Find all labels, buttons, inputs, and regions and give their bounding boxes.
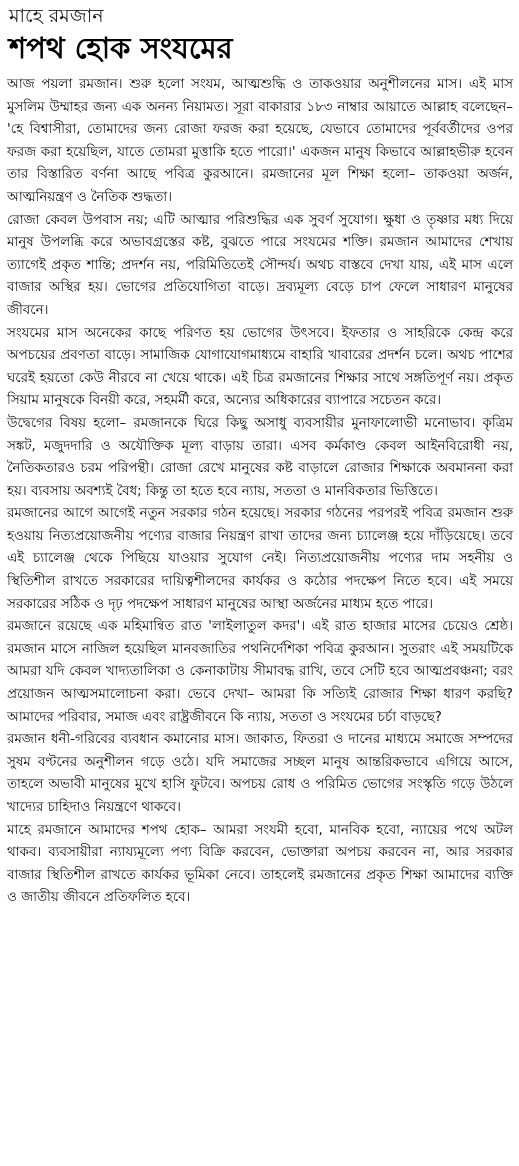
article-paragraph: উদ্বেগের বিষয় হলো– রমজানকে ঘিরে কিছু অসাধু ব্যবসায়ীর মুনাফালোভী মনোভাব। কৃত্রিম সঙ্কট, মজুদদারি ও অযৌক্তিক মূল্য বাড়ায় তারা। এসব কর্মকাণ্ড কেবল আইনবিরোধী নয়, নৈতিকতারও চরম পরিপন্থী। রোজা রেখে মানুষের কষ্ট বাড়ালে রোজার শিক্ষাকে অবমাননা করা হয়। ব্যবসায় অবশ্যই বৈধ; কিন্তু তা হতে হবে ন্যায়, সততা ও মানবিকতার ভিত্তিতে। [7,415,513,499]
article-paragraph: আজ পয়লা রমজান। শুরু হলো সংযম, আত্মশুদ্ধি ও তাকওয়ার অনুশীলনের মাস। এই মাস মুসলিম উম্মাহর জন্য এক অনন্য নিয়ামত। সূরা বাকারার ১৮৩ নাম্বার আয়াতে আল্লাহ বলেছেন– 'হে বিশ্বাসীরা, তোমাদের জন্য রোজা ফরজ করা হয়েছে, যেভাবে তোমাদের পূর্ববর্তীদের ওপর ফরজ করা হয়েছিল, যাতে তোমরা মুত্তাকি হতে পারো।' একজন মানুষ কিভাবে আল্লাহভীরু হবেন তার বিস্তারিত বর্ণনা আছে পবিত্র কুরআনে। রমজানের মূল শিক্ষা হলো– তাকওয়া অর্জন, আত্মনিয়ন্ত্রণ ও নৈতিক শুদ্ধতা। [7,77,513,205]
article-paragraph: রমজানের আগে আগেই নতুন সরকার গঠন হয়েছে। সরকার গঠনের পরপরই পবিত্র রমজান শুরু হওয়ায় নিত্যপ্রয়োজনীয় পণ্যের বাজার নিয়ন্ত্রণ রাখা তাদের জন্য চ্যালেঞ্জ হয়ে দাঁড়িয়েছে। তবে এই চ্যালেঞ্জ থেকে পিছিয়ে যাওয়ার সুযোগ নেই। নিত্যপ্রয়োজনীয় পণ্যের দাম সহনীয় ও স্থিতিশীল রাখতে সরকারের দায়িত্বশীলদের কার্যকর ও কঠোর পদক্ষেপ নিতে হবে। এই সময়ে সরকারের সঠিক ও দৃঢ় পদক্ষেপ সাধারণ মানুষের আস্থা অর্জনের মাধ্যম হতে পারে। [7,506,513,612]
section-kicker: মাহে রমজান [9,5,104,27]
article-paragraph: রমজান ধনী-গরিবের ব্যবধান কমানোর মাস। জাকাত, ফিতরা ও দানের মাধ্যমে সমাজে সম্পদের সুষম বণ্টনের অনুশীলন গড়ে ওঠে। যদি সমাজের সচ্ছল মানুষ আন্তরিকভাবে এগিয়ে আসে, তাহলে অভাবী মানুষের মুখে হাসি ফুটবে। অপচয় রোধ ও পরিমিত ভোগের সংস্কৃতি গড়ে উঠলে খাদ্যের চাহিদাও নিয়ন্ত্রণে থাকবে। [7,732,513,815]
article-headline: শপথ হোক সংযমের [9,31,233,65]
article-body [7,74,513,910]
article-paragraph: সংযমের মাস অনেকের কাছে পরিণত হয় ভোগের উৎসবে। ইফতার ও সাহরিকে কেন্দ্র করে অপচয়ের প্রবণতা বাড়ে। সামাজিক যোগাযোগমাধ্যমে বাহারি খাবারের প্রদর্শন চলে। অথচ পাশের ঘরেই হয়তো কেউ নীরবে না খেয়ে থাকে। এই চিত্র রমজানের শিক্ষার সাথে সঙ্গতিপূর্ণ নয়। প্রকৃত সিয়াম মানুষকে বিনয়ী করে, সহমর্মী করে, অন্যের অধিকারের ব্যাপারে সচেতন করে। [7,325,513,409]
article-paragraph: রমজানে রয়েছে এক মহিমান্বিত রাত 'লাইলাতুল কদর'। এই রাত হাজার মাসের চেয়েও শ্রেষ্ঠ। রমজান মাসে নাজিল হয়েছিল মানবজাতির পথনির্দেশিকা পবিত্র কুরআন। সুতরাং এই সময়টিকে আমরা যদি কেবল খাদ্যতালিকা ও কেনাকাটায় সীমাবদ্ধ রাখি, তবে সেটি হবে আত্মপ্রবঞ্চনা; বরং প্রয়োজন আত্মসমালোচনা করা। ভেবে দেখা– আমরা কি সত্যিই রোজার শিক্ষা ধারণ করছি? আমাদের পরিবার, সমাজ এবং রাষ্ট্রজীবনে কি ন্যায়, সততা ও সংযমের চর্চা বাড়ছে? [7,619,513,725]
article-paragraph: রোজা কেবল উপবাস নয়; এটি আত্মার পরিশুদ্ধির এক সুবর্ণ সুযোগ। ক্ষুধা ও তৃষ্ণার মধ্য দিয়ে মানুষ উপলব্ধি করে অভাবগ্রস্তের কষ্ট, বুঝতে পারে সংযমের শক্তি। রমজান আমাদের শেখায় ত্যাগেই প্রকৃত শান্তি; প্রদর্শন নয়, পরিমিতিতেই সৌন্দর্য। অথচ বাস্তবে দেখা যায়, এই মাস এলে বাজার অস্থির হয়। ভোগের প্রতিযোগিতা বাড়ে। দ্রব্যমূল্য বেড়ে চাপ ফেলে সাধারণ মানুষের জীবনে। [7,212,513,318]
article-paragraph: মাহে রমজানে আমাদের শপথ হোক– আমরা সংযমী হবো, মানবিক হবো, ন্যায়ের পথে অটল থাকব। ব্যবসায়ীরা ন্যায্যমূল্যে পণ্য বিক্রি করবেন, ভোক্তারা অপচয় করবেন না, আর সরকার বাজার স্থিতিশীল রাখতে কার্যকর ভূমিকা নেবে। তাহলেই রমজানের প্রকৃত শিক্ষা আমাদের ব্যক্তি ও জাতীয় জীবনে প্রতিফলিত হবে। [7,822,513,906]
